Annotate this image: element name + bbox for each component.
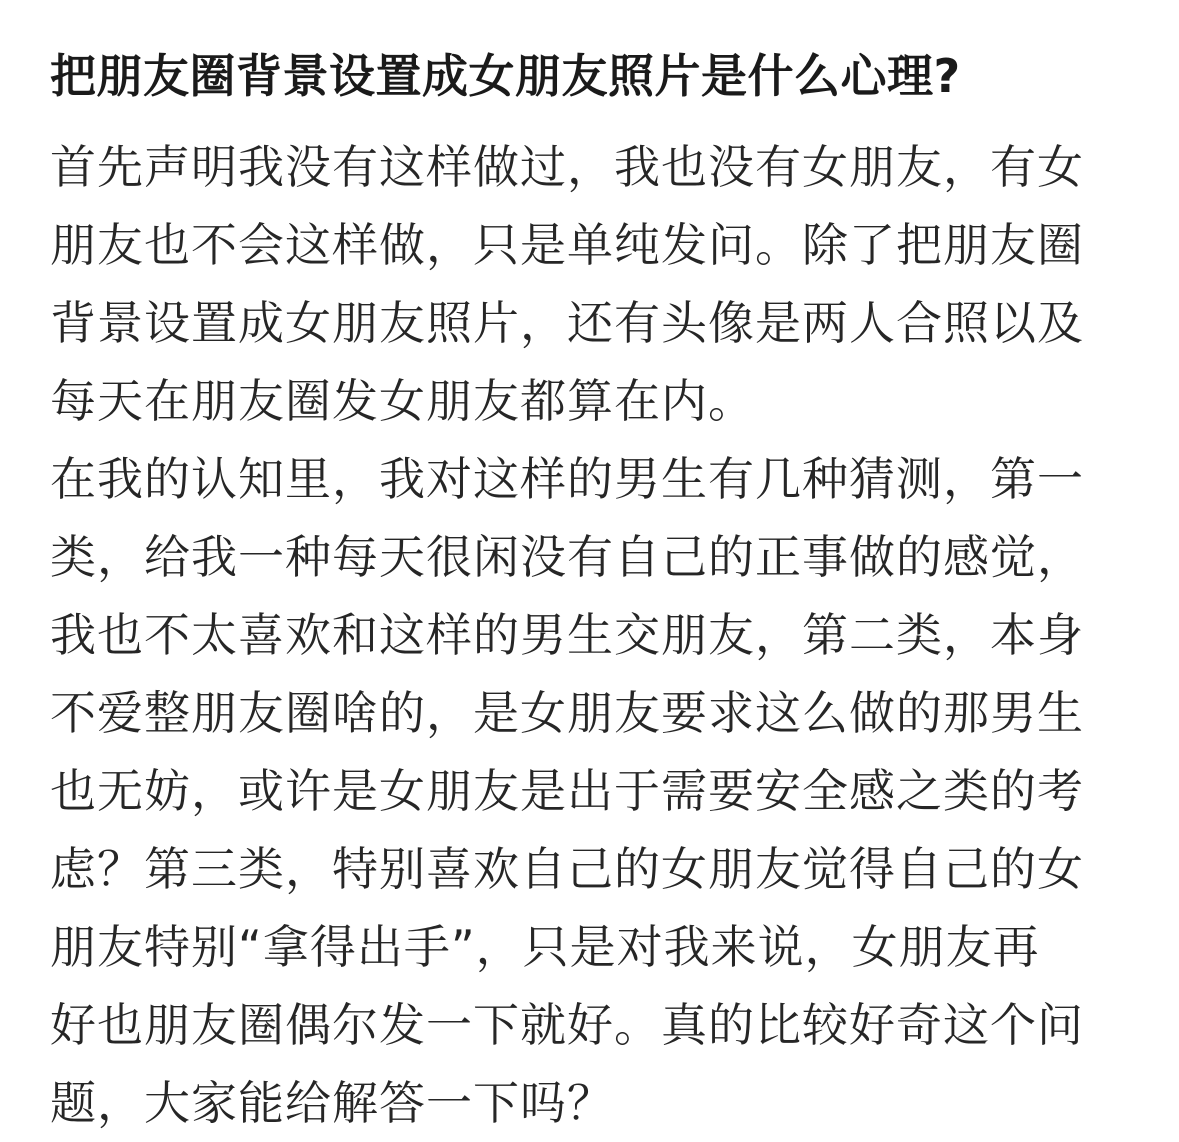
post-container	[50, 0, 1130, 1142]
question-body	[50, 128, 1130, 1142]
text-line: 在我的认知里，我对这样的男生有几种猜测，第一	[50, 452, 1084, 506]
text-line: 朋友特别“拿得出手”，只是对我来说，女朋友再	[50, 920, 1040, 974]
text-line: 不爱整朋友圈啥的，是女朋友要求这么做的那男生	[50, 686, 1084, 740]
text-line: 每天在朋友圈发女朋友都算在内。	[50, 374, 755, 428]
paragraph-1	[50, 128, 1130, 440]
text-line: 虑？第三类，特别喜欢自己的女朋友觉得自己的女	[50, 842, 1084, 896]
text-line: 类，给我一种每天很闲没有自己的正事做的感觉，	[50, 530, 1084, 584]
text-line: 好也朋友圈偶尔发一下就好。真的比较好奇这个问	[50, 998, 1084, 1052]
text-line: 背景设置成女朋友照片，还有头像是两人合照以及	[50, 296, 1084, 350]
text-line: 也无妨，或许是女朋友是出于需要安全感之类的考	[50, 764, 1084, 818]
text-line: 我也不太喜欢和这样的男生交朋友，第二类，本身	[50, 608, 1084, 662]
watermark	[1151, 1101, 1171, 1129]
text-line: 首先声明我没有这样做过，我也没有女朋友，有女	[50, 140, 1084, 194]
text-line: 题，大家能给解答一下吗？	[50, 1076, 614, 1130]
text-line: 朋友也不会这样做，只是单纯发问。除了把朋友圈	[50, 218, 1084, 272]
question-title: 把朋友圈背景设置成女朋友照片是什么心理?	[50, 49, 961, 103]
paragraph-2	[50, 440, 1130, 1142]
